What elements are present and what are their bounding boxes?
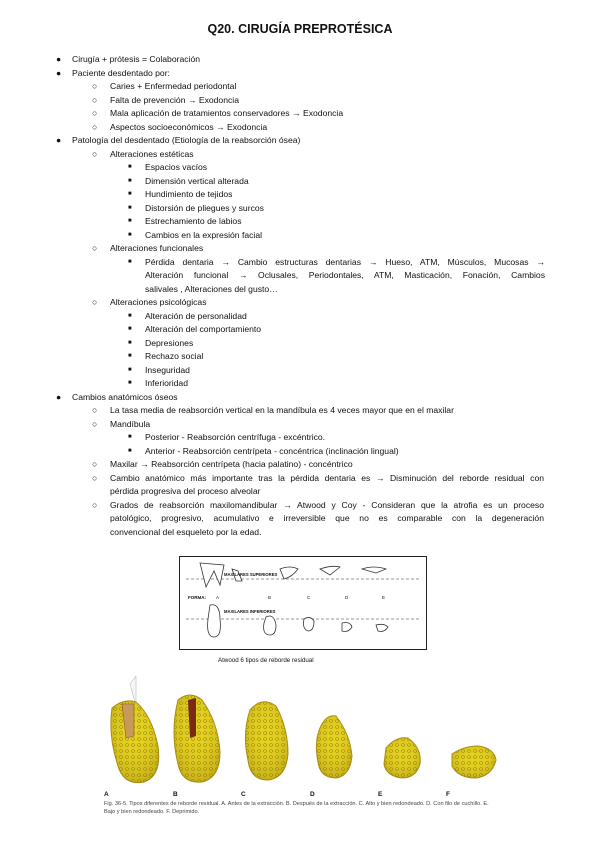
square-bullet-icon: ■ (128, 191, 132, 197)
atwood-diagram (179, 556, 427, 650)
circle-bullet-icon: ○ (92, 418, 98, 429)
square-bullet-icon: ■ (128, 231, 132, 238)
square-bullet-icon: ■ (128, 353, 132, 359)
square-bullet-icon: ■ (128, 380, 132, 386)
ridge-letter: C (241, 791, 246, 798)
figure-caption: Atwood 6 tipos de reborde residual (218, 657, 314, 664)
bullet-icon: ● (56, 54, 62, 64)
form-letter: B (268, 595, 272, 600)
ridge-c (245, 702, 288, 780)
forma-label: FORMA: (188, 595, 206, 600)
circle-bullet-icon: ○ (92, 405, 98, 415)
ridge-f (452, 746, 496, 778)
bullet-icon: ● (56, 391, 62, 402)
form-letter: A (216, 595, 220, 600)
form-letter: E (382, 595, 386, 600)
circle-bullet-icon: ○ (92, 243, 98, 253)
square-bullet-icon: ■ (128, 177, 132, 184)
square-bullet-icon: ■ (128, 164, 132, 170)
form-letter: D (345, 595, 349, 600)
square-bullet-icon: ■ (128, 326, 132, 332)
ridge-letter: A (104, 791, 109, 798)
circle-bullet-icon: ○ (92, 81, 98, 91)
circle-bullet-icon: ○ (92, 459, 98, 469)
circle-bullet-icon: ○ (92, 148, 98, 159)
bullet-icon: ● (56, 67, 62, 78)
form-letter: C (307, 595, 311, 600)
page-title: Q20. CIRUGÍA PREPROTÉSICA (207, 22, 393, 36)
ridge-letter: F (446, 791, 450, 798)
circle-bullet-icon: ○ (92, 121, 98, 132)
atwood-diagram-drawing (180, 557, 426, 649)
square-bullet-icon: ■ (128, 447, 132, 454)
bullet-icon: ● (56, 135, 62, 145)
square-bullet-icon: ■ (128, 312, 132, 319)
square-bullet-icon: ■ (128, 366, 132, 373)
square-bullet-icon: ■ (128, 434, 132, 440)
circle-bullet-icon: ○ (92, 499, 98, 510)
square-bullet-icon: ■ (128, 258, 132, 265)
circle-bullet-icon: ○ (92, 94, 98, 105)
ridge-letter: B (173, 791, 178, 798)
ridge-letter: E (378, 791, 383, 798)
ridge-b (174, 695, 220, 782)
ridge-d (316, 716, 352, 778)
ridge-letter: D (310, 791, 315, 798)
figure-caption: Fig. 36-5. Tipos diferentes de reborde residual. A. Antes de la extracción. B. Después de la extracción. C. Alto y bien redondeado. D. Con filo de cuchillo. E. Bajo y bien redondeado. F. Deprimido. (104, 801, 489, 815)
circle-bullet-icon: ○ (92, 472, 98, 483)
square-bullet-icon: ■ (128, 218, 132, 224)
ridge-a (111, 676, 159, 783)
circle-bullet-icon: ○ (92, 108, 98, 118)
square-bullet-icon: ■ (128, 339, 132, 346)
upper-jaw-label: MAXILARES SUPERIORES (224, 572, 278, 577)
square-bullet-icon: ■ (128, 204, 132, 211)
lower-jaw-label: MAXILARES INFERIORES (224, 609, 276, 614)
circle-bullet-icon: ○ (92, 297, 98, 307)
ridge-e (384, 738, 420, 778)
ridge-illustration (100, 676, 520, 788)
